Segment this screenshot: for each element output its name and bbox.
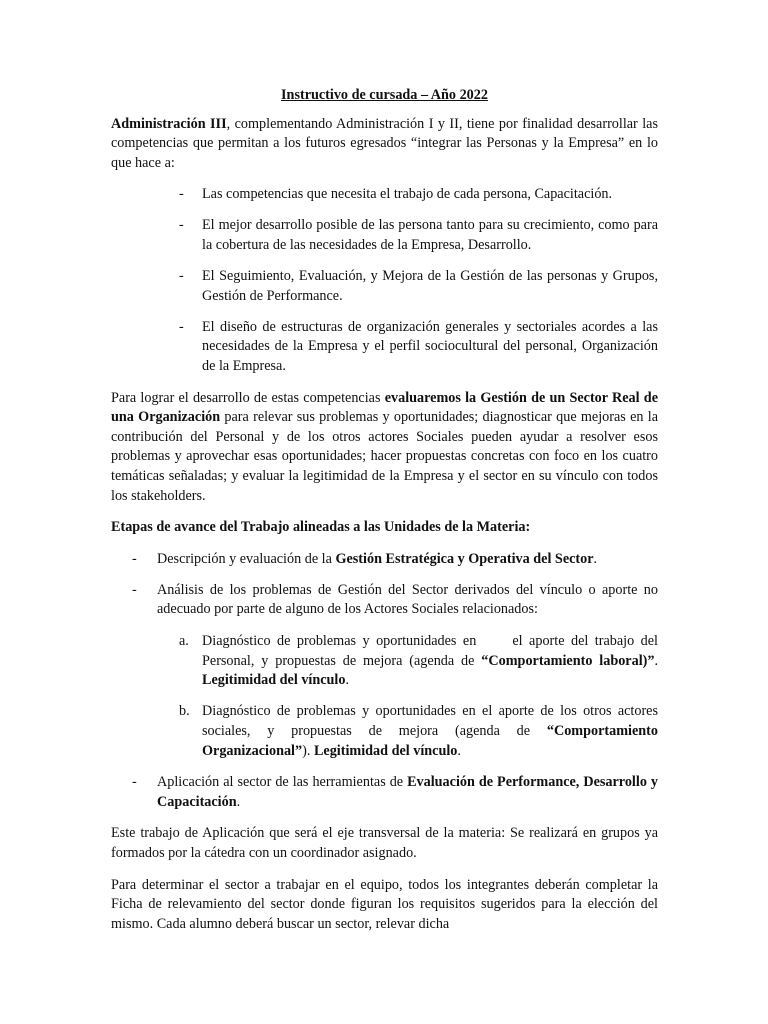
- objective-emphasis: evaluaremos la Gestión de un Sector Real de una Organización: [111, 389, 658, 426]
- etapas-list: [111, 550, 658, 620]
- list-marker: b.: [179, 703, 190, 720]
- dash-bullet: -: [179, 217, 184, 234]
- document-title: Instructivo de cursada – Año 2022: [281, 87, 488, 103]
- document-page: [111, 86, 658, 934]
- list-item: - Descripción y evaluación de la Gestión Estratégica y Operativa del Sector.: [111, 550, 658, 570]
- sector-paragraph: Para determinar el sector a trabajar en el equipo, todos los integrantes deberán completar la Ficha de relevamiento del sector donde figuran los requisitos sugeridos para la elección del mismo. Cada alumno deberá buscar un sector, relevar dicha: [111, 876, 658, 932]
- list-item: - Aplicación al sector de las herramientas de Evaluación de Performance, Desarrollo y Capacitación.: [132, 774, 658, 810]
- list-item: b. Diagnóstico de problemas y oportunidades en el aporte de los otros actores sociales, y propuestas de mejora (agenda de “Comportamiento Organizacional”). Legitimidad del vínculo.: [179, 703, 658, 759]
- list-item: - Análisis de los problemas de Gestión del Sector derivados del vínculo o aporte no adecuado por parte de alguno de los Actores Sociales relacionados:: [132, 581, 658, 618]
- list-item: - El mejor desarrollo posible de las persona tanto para su crecimiento, como para la cobertura de las necesidades de la Empresa, Desarrollo.: [179, 217, 658, 254]
- etapas-list-continued: [111, 773, 658, 812]
- intro-text: , complementando Administración I y II, tiene por finalidad desarrollar las competencias que permitan a los futuros egresados “integrar las Personas y la Empresa” en lo que hace a:: [111, 115, 658, 171]
- section-heading: Etapas de avance del Trabajo alineadas a las Unidades de la Materia:: [111, 519, 531, 536]
- dash-bullet: -: [179, 268, 184, 285]
- dash-bullet: -: [132, 774, 137, 791]
- dash-bullet: -: [132, 550, 137, 567]
- competencias-list: [111, 185, 658, 376]
- list-item: a. Diagnóstico de problemas y oportunidades en el aporte del trabajo del Personal, y propuestas de mejora (agenda de “Comportamiento laboral)”. Legitimidad del vínculo.: [179, 633, 658, 689]
- list-item: - El diseño de estructuras de organización generales y sectoriales acordes a las necesidades de la Empresa y el perfil sociocultural del personal, Organización de la Empresa.: [179, 318, 658, 375]
- application-paragraph: Este trabajo de Aplicación que será el eje transversal de la materia: Se realizará en grupos ya formados por la cátedra con un coordinador asignado.: [111, 825, 658, 861]
- list-item: - El Seguimiento, Evaluación, y Mejora de la Gestión de las personas y Grupos, Gestión de Performance.: [179, 268, 658, 304]
- dash-bullet: -: [179, 186, 184, 203]
- course-name: Administración III: [111, 115, 227, 132]
- intro-paragraph: [111, 115, 658, 174]
- dash-bullet: -: [132, 581, 137, 598]
- list-item: - Las competencias que necesita el trabajo de cada persona, Capacitación.: [111, 185, 658, 205]
- objective-paragraph: Para lograr el desarrollo de estas competencias evaluaremos la Gestión de un Sector Real de una Organización para relevar sus problemas y oportunidades; diagnosticar que mejoras en la contribución del Personal y de los otros actores Sociales pueden ayudar a resolver esos problemas y aprovechar esas oportunidades; hacer propuestas concretas con foco en los cuatro temáticas señaladas; y evaluar la legitimidad de la Empresa y el sector en su vínculo con todos los stakeholders.: [111, 389, 658, 504]
- list-marker: a.: [179, 633, 189, 650]
- diagnostico-sublist: [111, 632, 658, 761]
- dash-bullet: -: [179, 318, 184, 335]
